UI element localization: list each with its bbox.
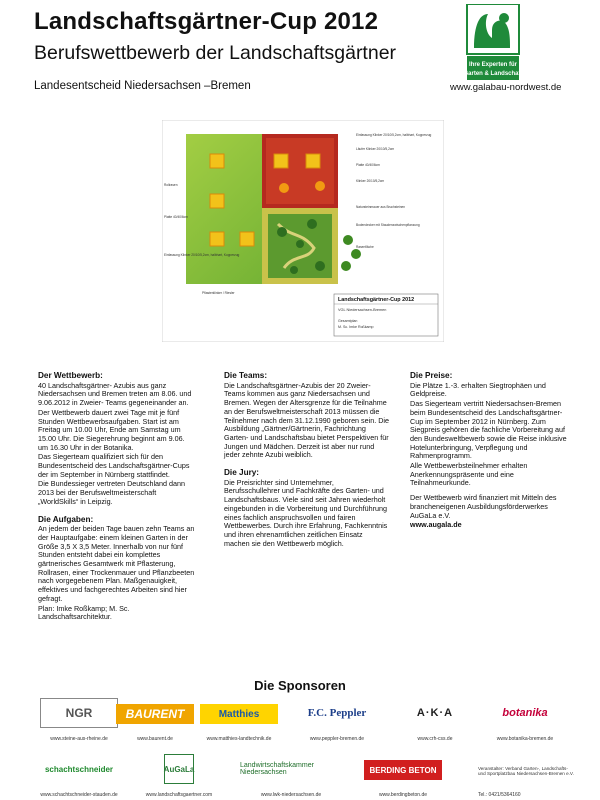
- sponsor-url: www.berdingbeton.de: [378, 792, 428, 798]
- botanika-logo: botanika: [502, 707, 548, 719]
- plan-legend-sub: VGL Niedersachsen-Bremen: [338, 308, 387, 312]
- text-wettbewerb-2: Der Wettbewerb dauert zwei Tage mit je fünf Stunden Wettbewerbsaufgaben. Start ist am Freitag um 10.00 Uhr, Ende am Samstag um 15.00 Uhr. Die Siegerehrung beginnt am 9.06. um 16.30 Uhr in der Botanika.: [38, 407, 185, 452]
- page-title: Landschaftsgärtner-Cup 2012: [34, 8, 379, 35]
- text-preise-1: Die Plätze 1.-3. erhalten Siegtrophäen und Geldpreise.: [410, 380, 546, 399]
- plan-legend-line1: Gesamtplan: [338, 319, 358, 323]
- sponsor-url: www.steine-aus-rheine.de: [50, 736, 108, 742]
- sponsor-baurent[interactable]: [112, 698, 198, 742]
- berding-logo: BERDING BETON: [364, 760, 442, 780]
- sponsors-title: Die Sponsoren: [254, 678, 346, 693]
- garden-plan: [162, 120, 444, 342]
- plan-label-left1: Rollrasen: [164, 183, 178, 187]
- logo-url: www.galabau-nordwest.de: [450, 82, 562, 93]
- column-preise: [410, 372, 570, 531]
- text-preise-3: Alle Wettbewerbsteilnehmer erhalten Anerkennungspräsente und eine Teilnahmeurkunde.: [410, 461, 528, 488]
- sponsor-url: www.schachtschneider-stauden.de: [40, 792, 118, 798]
- ngr-logo: NGR: [40, 698, 118, 728]
- plan-label-top1: Einfassung Klinker 20/10/5,2cm, halbhart, Kopperzug: [356, 133, 432, 137]
- heading-aufgaben: Die Aufgaben:: [38, 514, 94, 524]
- baurent-logo: BAURENT: [116, 704, 194, 724]
- text-aufgaben-2: Plan: Imke Roßkamp; M. Sc. Landschaftsarchitektur.: [38, 603, 130, 622]
- galabau-logo-icon: [462, 4, 572, 84]
- matthies-logo: Matthies: [200, 704, 278, 724]
- garden-plan-drawing: [162, 120, 444, 342]
- sponsor-schachtschneider[interactable]: [36, 754, 122, 798]
- galabau-logo: [462, 4, 572, 84]
- sponsor-url: www.peppler-bremen.de: [309, 736, 365, 742]
- text-aufgaben-1: An jedem der beiden Tage bauen zehn Teams an der Hauptaufgabe: einem kleinen Garten in der Größe 3,5 X 3,5 Meter. Innerhalb von nur fünf Stunden entsteht dabei ein komplettes gärtnerisches Gesamtwerk mit Pflasterung, Rollrasen, einer Trockenmauer und Pflanzbeeten nach vorgegebenem Plan. Maßgenauigkeit, effektives und fachgerechtes Arbeiten sind hier gefragt.: [38, 524, 195, 603]
- sponsor-url: Tel.: 0421/5364160: [478, 792, 521, 798]
- schachtschneider-logo: schachtschneider: [44, 764, 114, 774]
- text-preise-2: Das Siegerteam vertritt Niedersachsen-Bremen beim Bundesentscheid des Landschaftsgärtner-Cup im September 2012 in Nürnberg. Zum Siegpreis gehören die fachliche Vorbereitung auf den Bundesweltbewerb sowie die Reise inklusive Hotelunterbringung, Verpflegung und Rahmenprogramm.: [410, 399, 567, 461]
- augala-link[interactable]: www.augala.de: [410, 520, 462, 530]
- text-jury: Die Preisrichter sind Unternehmer, Berufsschullehrer und Fachkräfte des Garten- und Landschaftsbaus. Viele sind seit Jahren wiederholt eingebunden in die Vorbereitung und Durchführung eines fachlich anspruchsvollen und fairen Wettbewerbes. Durch ihre Erfahrung, Fachkenntnis und ihren ehrenamtlichen zeitlichen Einsatz machen sie den Wettbewerb möglich.: [224, 477, 388, 548]
- heading-preise: Die Preise:: [410, 371, 453, 380]
- heading-jury: Die Jury:: [224, 468, 260, 478]
- sponsor-veranstalter[interactable]: [464, 754, 574, 798]
- aka-logo: A·K·A: [416, 707, 454, 719]
- plan-label-top4: Klinker 20/10/5,2cm: [356, 179, 385, 183]
- text-wettbewerb-3: Das Siegerteam qualifiziert sich für den Bundesentscheid des Landschaftsgärtner-Cups der im September in Nürnberg stattfindet.: [38, 452, 190, 479]
- sponsor-url: www.landschaftsgaertner.com: [145, 792, 213, 798]
- heading-wettbewerb: Der Wettbewerb:: [38, 371, 103, 380]
- sponsor-lwk[interactable]: [236, 754, 346, 798]
- page-subtitle: Berufswettbewerb der Landschaftsgärtner: [34, 42, 397, 64]
- text-teams: Die Landschaftsgärtner-Azubis der 20 Zweier-Teams kommen aus ganz Niedersachsen und Bremen. Wegen der Altersgrenze für die Teilnahme an der Berufsweltmeisterschaft 2013 müssen die Teilnehmer nach dem 31.12.1990 geboren sein. Die Ausbildung „Gärtner/Gärtnerin, Fachrichtung Garten- und Landschaftsbau bietet Perspektiven für Jungen und Mädchen. Derzeit ist aber nur rund jeder zehnte Azubi weiblich.: [224, 380, 390, 460]
- sponsor-augala[interactable]: [136, 754, 222, 798]
- text-preise-4: Der Wettbewerb wird finanziert mit Mitteln des brancheneigenen Ausbildungsförderwerkes AuGaLa e.V.: [410, 493, 557, 520]
- column-teams: [224, 372, 390, 549]
- sponsor-ngr[interactable]: [36, 698, 122, 742]
- sponsor-botanika[interactable]: [482, 698, 568, 742]
- plan-label-mid3: Rasenfläche: [356, 245, 374, 249]
- sponsor-url: www.crh-css.de: [417, 736, 453, 742]
- sponsor-berding[interactable]: [360, 754, 446, 798]
- sponsor-aka[interactable]: [392, 698, 478, 742]
- plan-legend-title: Landschaftsgärtner-Cup 2012: [338, 297, 415, 303]
- region-line: Landesentscheid Niedersachsen –Bremen: [34, 80, 251, 92]
- column-wettbewerb: [38, 372, 196, 623]
- text-wettbewerb-4: Die Bundessieger vertreten Deutschland dann 2013 bei der Berufsweltmeisterschaft „WorldSkills“ in Leipzig.: [38, 479, 186, 506]
- veranstalter-text: Veranstalter: Verband Garten-, Landschafts- und Sportplatzbau Niedersachsen-Bremen e.V.: [478, 765, 574, 776]
- plan-label-bottom1: Pflasterklinker / Riesler: [202, 291, 235, 295]
- sponsor-matthies[interactable]: [196, 698, 282, 742]
- lwk-logo: Landwirtschaftskammer Niedersachsen: [240, 762, 314, 776]
- sponsor-peppler[interactable]: [294, 698, 380, 742]
- peppler-logo: F.C. Peppler: [307, 707, 367, 719]
- plan-label-left3: Einfassung Klinker 20/10/5,2cm, halbhart, Kopperzug: [164, 253, 240, 257]
- logo-tagline-1: Ihre Experten für: [468, 62, 518, 68]
- sponsor-url: www.lwk-niedersachsen.de: [260, 792, 322, 798]
- logo-tagline-2: Garten & Landschaft: [463, 71, 523, 77]
- heading-teams: Die Teams:: [224, 371, 268, 380]
- plan-label-left2: Platte 40/40/6cm: [164, 215, 188, 219]
- sponsor-url: www.botanika-bremen.de: [496, 736, 554, 742]
- plan-label-top2: Läufer Klinker 20/10/5,2cm: [356, 147, 395, 151]
- sponsor-url: www.matthies-landtechnik.de: [206, 736, 272, 742]
- plan-legend-line2: M. Sc. Imke Roßkamp: [338, 325, 374, 329]
- augala-logo: AuGaLa: [164, 754, 194, 784]
- sponsor-url: www.baurent.de: [137, 736, 173, 742]
- plan-label-top3: Platte 40/40/6cm: [356, 163, 380, 167]
- plan-label-mid2: Bodendecker mit Staudenzwischenpflanzung: [356, 223, 420, 227]
- text-wettbewerb-1: 40 Landschaftsgärtner- Azubis aus ganz Niedersachsen und Bremen treten am 8.06. und 9.06.2012 in Zweier- Teams gegeneinander an.: [38, 380, 192, 408]
- plan-label-mid1: Natursteinmauer aus Bruchsteinen: [356, 205, 406, 209]
